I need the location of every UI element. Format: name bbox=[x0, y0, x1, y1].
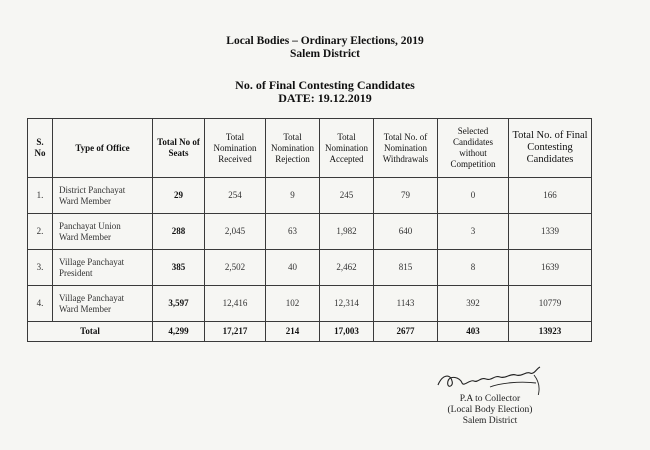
cell-office bbox=[53, 214, 153, 250]
cell-seats: 3,597 bbox=[153, 286, 205, 322]
cell-received: 12,416 bbox=[205, 286, 266, 322]
cell-sno: 1. bbox=[28, 178, 53, 214]
total-contesting: 13923 bbox=[509, 322, 592, 342]
table-subtitle: No. of Final Contesting Candidates bbox=[235, 78, 415, 92]
cell-received: 254 bbox=[205, 178, 266, 214]
office-line1: Village Panchayat bbox=[59, 292, 125, 303]
cell-received: 2,045 bbox=[205, 214, 266, 250]
col-header-rejection: Total Nomination Rejection bbox=[266, 119, 320, 178]
document-date: DATE: 19.12.2019 bbox=[278, 91, 372, 105]
office-line2: Ward Member bbox=[59, 195, 112, 206]
cell-selected: 392 bbox=[438, 286, 509, 322]
col-header-seats: Total No of Seats bbox=[153, 119, 205, 178]
cell-selected: 8 bbox=[438, 250, 509, 286]
cell-contesting: 1339 bbox=[509, 214, 592, 250]
cell-office bbox=[53, 250, 153, 286]
cell-accepted: 12,314 bbox=[320, 286, 374, 322]
cell-office bbox=[53, 178, 153, 214]
table-row bbox=[28, 178, 592, 214]
office-line1: District Panchayat bbox=[59, 184, 126, 195]
col-header-withdrawals: Total No. of Nomination Withdrawals bbox=[374, 119, 438, 178]
cell-withdrawals: 1143 bbox=[374, 286, 438, 322]
col-header-accepted: Total Nomination Accepted bbox=[320, 119, 374, 178]
cell-rejection: 9 bbox=[266, 178, 320, 214]
cell-accepted: 245 bbox=[320, 178, 374, 214]
col-header-sno: S. No bbox=[28, 119, 53, 178]
cell-office bbox=[53, 286, 153, 322]
cell-contesting: 166 bbox=[509, 178, 592, 214]
cell-sno: 2. bbox=[28, 214, 53, 250]
cell-withdrawals: 640 bbox=[374, 214, 438, 250]
signature-title: P.A to Collector bbox=[459, 394, 521, 404]
total-received: 17,217 bbox=[205, 322, 266, 342]
table-row bbox=[28, 250, 592, 286]
cell-rejection: 102 bbox=[266, 286, 320, 322]
cell-accepted: 1,982 bbox=[320, 214, 374, 250]
total-label: Total bbox=[28, 322, 153, 342]
district-name: Salem District bbox=[290, 48, 360, 60]
office-line2: Ward Member bbox=[59, 231, 112, 242]
col-header-selected: Selected Candidates without Competition bbox=[438, 119, 509, 178]
total-withdrawals: 2677 bbox=[374, 322, 438, 342]
col-header-office: Type of Office bbox=[53, 119, 153, 178]
cell-selected: 0 bbox=[438, 178, 509, 214]
signature-district: Salem District bbox=[462, 416, 518, 426]
total-selected: 403 bbox=[438, 322, 509, 342]
cell-withdrawals: 79 bbox=[374, 178, 438, 214]
cell-accepted: 2,462 bbox=[320, 250, 374, 286]
total-seats: 4,299 bbox=[153, 322, 205, 342]
cell-seats: 288 bbox=[153, 214, 205, 250]
signature-department: (Local Body Election) bbox=[447, 405, 533, 415]
cell-rejection: 40 bbox=[266, 250, 320, 286]
total-accepted: 17,003 bbox=[320, 322, 374, 342]
table-total-row bbox=[28, 322, 592, 342]
signature-scribble bbox=[430, 365, 550, 395]
cell-withdrawals: 815 bbox=[374, 250, 438, 286]
office-line1: Panchayat Union bbox=[59, 220, 121, 231]
candidates-table bbox=[27, 118, 592, 342]
office-line2: Ward Member bbox=[59, 303, 112, 314]
cell-seats: 385 bbox=[153, 250, 205, 286]
cell-rejection: 63 bbox=[266, 214, 320, 250]
office-line1: Village Panchayat bbox=[59, 256, 125, 267]
cell-sno: 3. bbox=[28, 250, 53, 286]
cell-contesting: 1639 bbox=[509, 250, 592, 286]
cell-seats: 29 bbox=[153, 178, 205, 214]
document-title: Local Bodies – Ordinary Elections, 2019 bbox=[226, 35, 424, 47]
table-header-row bbox=[28, 119, 592, 178]
table-row bbox=[28, 286, 592, 322]
total-rejection: 214 bbox=[266, 322, 320, 342]
cell-contesting: 10779 bbox=[509, 286, 592, 322]
cell-sno: 4. bbox=[28, 286, 53, 322]
office-line2: President bbox=[59, 267, 93, 278]
col-header-received: Total Nomination Received bbox=[205, 119, 266, 178]
cell-received: 2,502 bbox=[205, 250, 266, 286]
cell-selected: 3 bbox=[438, 214, 509, 250]
col-header-contesting: Total No. of Final Contesting Candidates bbox=[509, 119, 592, 178]
table-row bbox=[28, 214, 592, 250]
